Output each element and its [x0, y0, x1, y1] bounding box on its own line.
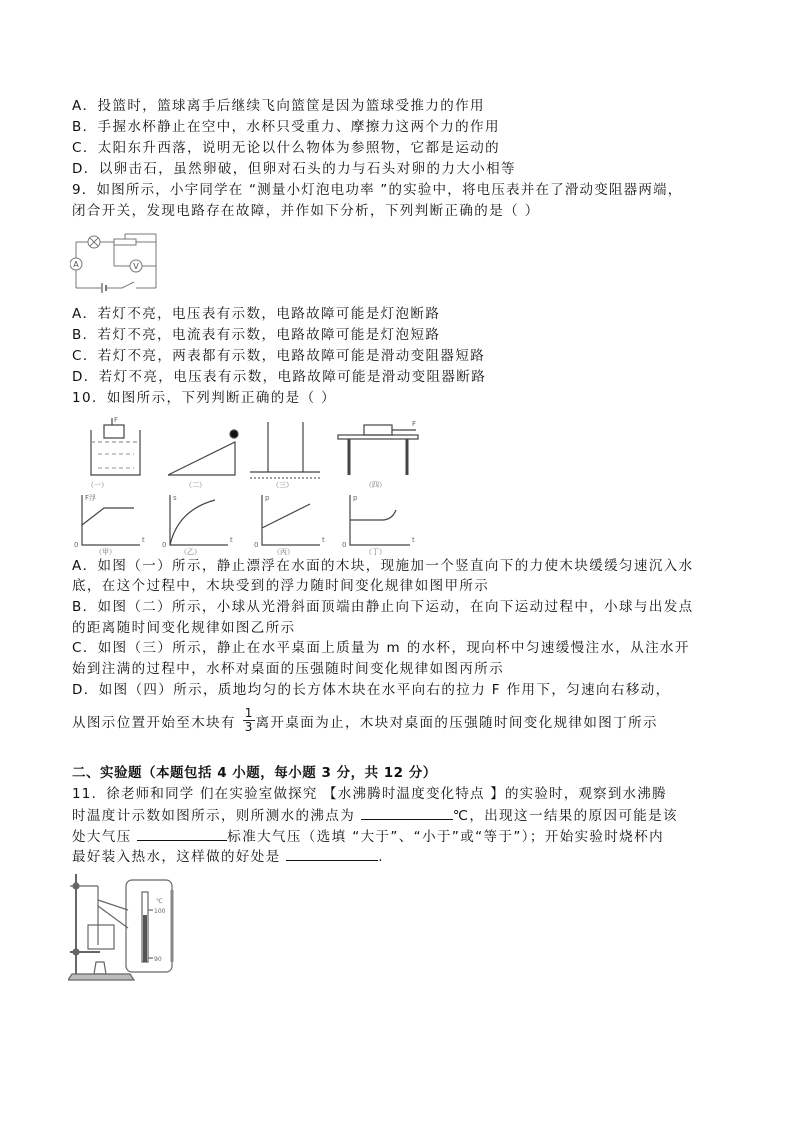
- q11-line3: [72, 828, 664, 845]
- thermometer-tick-100: 100: [154, 908, 166, 915]
- figure-2-slope: [168, 430, 238, 475]
- burner-icon: [94, 962, 106, 974]
- force-label-fig1: F: [114, 416, 119, 424]
- figure-1-beaker: [91, 418, 140, 475]
- q11-line3-text-b: 标准大气压（选填 “大于”、“小于”或“等于”）；开始实验时烧杯内: [227, 829, 665, 845]
- fraction-denominator: 3: [243, 720, 255, 734]
- section-heading: 二、实验题（本题包括 4 小题，每小题 3 分，共 12 分）: [72, 765, 437, 781]
- graph-xlabel-bing: t: [322, 536, 325, 544]
- boiling-point-blank[interactable]: [361, 807, 453, 820]
- graph-origin-yi: 0: [162, 541, 167, 549]
- pressure-comparison-blank[interactable]: [137, 828, 227, 841]
- option-d-suffix: 离开桌面为止，木块对桌面的压强随时间变化规律如图丁所示: [255, 715, 658, 731]
- q11-line4-text-b: .: [378, 849, 384, 865]
- graph-origin-bing: 0: [254, 541, 259, 549]
- circuit-diagram: [70, 232, 160, 294]
- graph-caption-ding: （丁）: [365, 548, 386, 556]
- q8-option-b: B．手握水杯静止在空中，水杯只受重力、摩擦力这两个力的作用: [72, 119, 500, 135]
- q9-option-b: B．若灯不亮，电流表有示数，电路故障可能是灯泡短路: [72, 327, 441, 343]
- graph-ylabel-ding: p: [353, 494, 358, 502]
- q10-figures: [60, 414, 440, 556]
- q10-option-c-line1: C．如图（三）所示，静止在水平桌面上质量为 m 的水杯，现向杯中匀速缓慢注水，从注水开: [72, 640, 690, 656]
- figure-caption-3: （三）: [272, 481, 293, 489]
- q11-line4: [72, 848, 384, 865]
- q10-option-a-line2: 底，在这个过程中，木块受到的浮力随时间变化规律如图甲所示: [72, 578, 490, 594]
- graph-origin-jia: 0: [74, 541, 79, 549]
- q10-option-a-line1: A．如图（一）所示，静止漂浮在水面的木块，现施加一个竖直向下的力使木块缓缓匀速沉入水: [72, 558, 694, 574]
- graph-xlabel-jia: t: [142, 536, 145, 544]
- option-d-prefix: 从图示位置开始至木块有: [72, 715, 242, 731]
- fraction-one-third: [243, 707, 255, 734]
- thermometer-unit: ℃: [156, 898, 163, 905]
- q11-line2-text-a: 时温度计示数如图所示，则所测水的沸点为: [72, 808, 361, 824]
- graph-origin-ding: 0: [342, 541, 347, 549]
- graph-ylabel-yi: s: [173, 494, 177, 502]
- figure-caption-4: （四）: [365, 481, 386, 489]
- q10-option-c-line2: 始到注满的过程中，水杯对桌面的压强随时间变化规律如图丙所示: [72, 661, 505, 677]
- q9-option-c: C．若灯不亮，两表都有示数，电路故障可能是滑动变阻器短路: [72, 348, 486, 364]
- q11-line4-text-a: 最好装入热水，这样做的好处是: [72, 849, 287, 865]
- boiling-apparatus: [68, 870, 183, 985]
- q9-stem-line2: 闭合开关，发现电路存在故障，并作如下分析，下列判断正确的是（ ）: [72, 203, 540, 219]
- beaker-icon: [88, 925, 114, 949]
- q8-option-a: A．投篮时，篮球离手后继续飞向篮筐是因为篮球受推力的作用: [72, 98, 485, 114]
- q10-option-d-line1: D．如图（四）所示，质地均匀的长方体木块在水平向右的拉力 F 作用下，匀速向右移动，: [72, 682, 671, 698]
- graph-jia: [82, 495, 140, 545]
- q8-option-d: D．以卵击石，虽然卵破，但卵对石头的力与石头对卵的力大小相等: [72, 161, 516, 177]
- q9-option-a: A．若灯不亮，电压表有示数，电路故障可能是灯泡断路: [72, 306, 441, 322]
- graph-xlabel-ding: t: [412, 536, 415, 544]
- q9-stem-line1: 9．如图所示，小宇同学在 “测量小灯泡电功率 ”的实验中，将电压表并在了滑动变阻器两端，: [72, 182, 683, 198]
- q10-stem: 10．如图所示，下列判断正确的是（ ）: [72, 390, 337, 406]
- graph-ding: [350, 495, 410, 545]
- figure-caption-2: （二）: [185, 481, 206, 489]
- ammeter-label: A: [73, 260, 79, 269]
- figure-3-cup: [250, 422, 320, 478]
- q10-option-d-line2: [72, 707, 658, 734]
- figure-4-table: [338, 425, 418, 475]
- graph-ylabel-jia: F浮: [85, 494, 97, 502]
- graph-ylabel-bing: p: [265, 494, 270, 502]
- mercury-column: [143, 915, 147, 962]
- graph-caption-yi: （乙）: [180, 548, 201, 556]
- thermometer-tick-90: 90: [154, 956, 162, 963]
- graph-caption-bing: （丙）: [273, 548, 294, 556]
- q11-line2: [72, 807, 678, 824]
- q11-line3-text-a: 处大气压: [72, 829, 138, 845]
- fraction-numerator: 1: [244, 706, 253, 720]
- q10-option-b-line2: 的距离随时间变化规律如图乙所示: [72, 620, 296, 636]
- force-label-fig4: F: [412, 420, 417, 428]
- switch-icon: [122, 282, 134, 288]
- benefit-blank[interactable]: [286, 848, 378, 861]
- graph-bing: [262, 495, 320, 545]
- rheostat-icon: [114, 239, 136, 245]
- q11-line2-text-b: ℃，出现这一结果的原因可能是该: [452, 808, 678, 824]
- voltmeter-label: V: [133, 262, 139, 271]
- q9-option-d: D．若灯不亮，电压表有示数，电路故障可能是滑动变阻器断路: [72, 369, 487, 385]
- graph-yi: [170, 495, 228, 545]
- figure-caption-1: （一）: [87, 481, 108, 489]
- graph-xlabel-yi: t: [230, 536, 233, 544]
- q8-option-c: C．太阳东升西落，说明无论以什么物体为参照物，它都是运动的: [72, 140, 501, 156]
- q10-option-b-line1: B．如图（二）所示，小球从光滑斜面顶端由静止向下运动，在向下运动过程中，小球与出发点: [72, 599, 694, 615]
- q11-line1: 11．徐老师和同学 们在实验室做探究 【水沸腾时温度变化特点 】的实验时，观察到水沸腾: [72, 786, 667, 802]
- graph-caption-jia: （甲）: [95, 548, 116, 556]
